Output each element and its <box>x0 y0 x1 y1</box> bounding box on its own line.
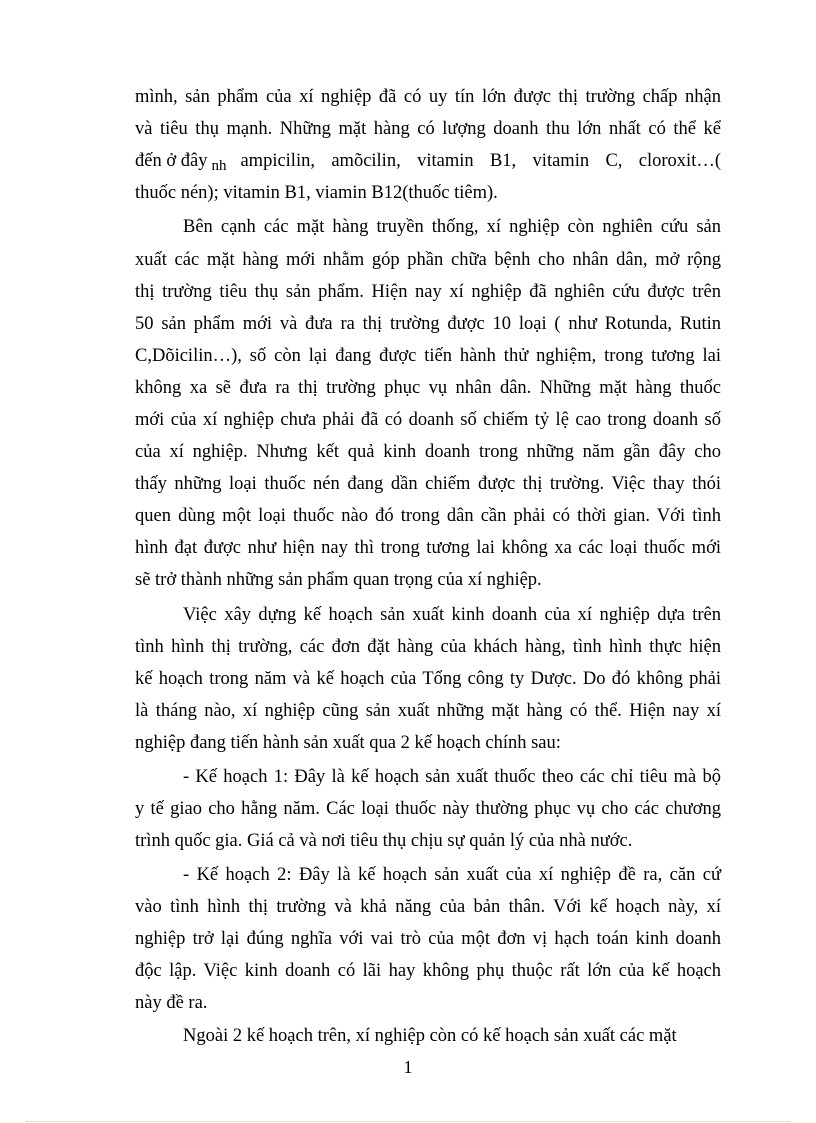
paragraph-line: không xa sẽ đưa ra thị trường phục vụ nhân dân. Những mặt hàng thuốc <box>135 378 721 398</box>
page-bottom-divider <box>26 1121 790 1122</box>
paragraph-line: kế hoạch trong năm và kế hoạch của Tổng công ty Dược. Do đó không phải <box>135 669 721 689</box>
paragraph-line: sẽ trở thành những sản phẩm quan trọng của xí nghiệp. <box>135 570 542 590</box>
list-item-line: y tế giao cho hằng năm. Các loại thuốc này thường phục vụ cho các chương <box>135 799 721 819</box>
list-item-line: vào tình hình thị trường và khả năng của bản thân. Với kế hoạch này, xí <box>135 897 721 917</box>
paragraph-line: tình hình thị trường, các đơn đặt hàng của khách hàng, tình hình thực hiện <box>135 637 721 657</box>
list-item-line: - Kế hoạch 1: Đây là kế hoạch sản xuất thuốc theo các chỉ tiêu mà bộ <box>183 767 721 787</box>
paragraph-line: nghiệp đang tiến hành sản xuất qua 2 kế hoạch chính sau: <box>135 733 561 753</box>
page-number: 1 <box>403 1057 413 1077</box>
paragraph-line: Bên cạnh các mặt hàng truyền thống, xí nghiệp còn nghiên cứu sản <box>183 217 721 237</box>
paragraph-line: xuất các mặt hàng mới nhằm góp phần chữa bệnh cho nhân dân, mở rộng <box>135 250 721 270</box>
stray-fragment: nh <box>211 158 227 174</box>
paragraph-line: của xí nghiệp. Nhưng kết quả kinh doanh trong những năm gần đây cho <box>135 442 721 462</box>
paragraph-line: 50 sản phẩm mới và đưa ra thị trường được 10 loại ( như Rotunda, Rutin <box>135 314 721 334</box>
paragraph-line: mới của xí nghiệp chưa phải đã có doanh số chiếm tỷ lệ cao trong doanh số <box>135 410 721 430</box>
list-item-line: độc lập. Việc kinh doanh có lãi hay không phụ thuộc rất lớn của kế hoạch <box>135 961 721 981</box>
list-item-line: - Kế hoạch 2: Đây là kế hoạch sản xuất của xí nghiệp đề ra, căn cứ <box>183 865 721 885</box>
paragraph-line: hình đạt được như hiện nay thì trong tương lai không xa các loại thuốc mới <box>135 538 721 558</box>
list-item-line: nghiệp trở lại đúng nghĩa với vai trò của một đơn vị hạch toán kinh doanh <box>135 929 721 949</box>
paragraph-line: thị trường tiêu thụ sản phẩm. Hiện nay xí nghiệp đã nghiên cứu được trên <box>135 282 721 302</box>
paragraph-line: thấy những loại thuốc nén đang dần chiếm được thị trường. Việc thay thói <box>135 474 721 494</box>
paragraph-line: là tháng nào, xí nghiệp cũng sản xuất những mặt hàng có thể. Hiện nay xí <box>135 701 721 721</box>
paragraph-line: Việc xây dựng kế hoạch sản xuất kinh doanh của xí nghiệp dựa trên <box>183 605 721 625</box>
paragraph-line: Ngoài 2 kế hoạch trên, xí nghiệp còn có kế hoạch sản xuất các mặt <box>183 1026 677 1046</box>
line-segment: đến ở đây <box>135 151 208 171</box>
paragraph-line: quen dùng một loại thuốc nào đó trong dân cần phải có thời gian. Với tình <box>135 506 721 526</box>
paragraph-line <box>135 150 721 173</box>
paragraph-line: mình, sản phẩm của xí nghiệp đã có uy tín lớn được thị trường chấp nhận <box>135 87 721 107</box>
paragraph-line: C,Dõicilin…), số còn lại đang được tiến hành thử nghiệm, trong tương lai <box>135 346 721 366</box>
line-segment: ampicilin, amõcilin, vitamin B1, vitamin C, cloroxit…( <box>240 151 721 171</box>
paragraph-line: và tiêu thụ mạnh. Những mặt hàng có lượng doanh thu lớn nhất có thể kể <box>135 119 721 139</box>
list-item-line: này đề ra. <box>135 993 208 1013</box>
paragraph-line: thuốc nén); vitamin B1, viamin B12(thuốc tiêm). <box>135 183 498 203</box>
list-item-line: trình quốc gia. Giá cả và nơi tiêu thụ chịu sự quản lý của nhà nước. <box>135 831 633 851</box>
